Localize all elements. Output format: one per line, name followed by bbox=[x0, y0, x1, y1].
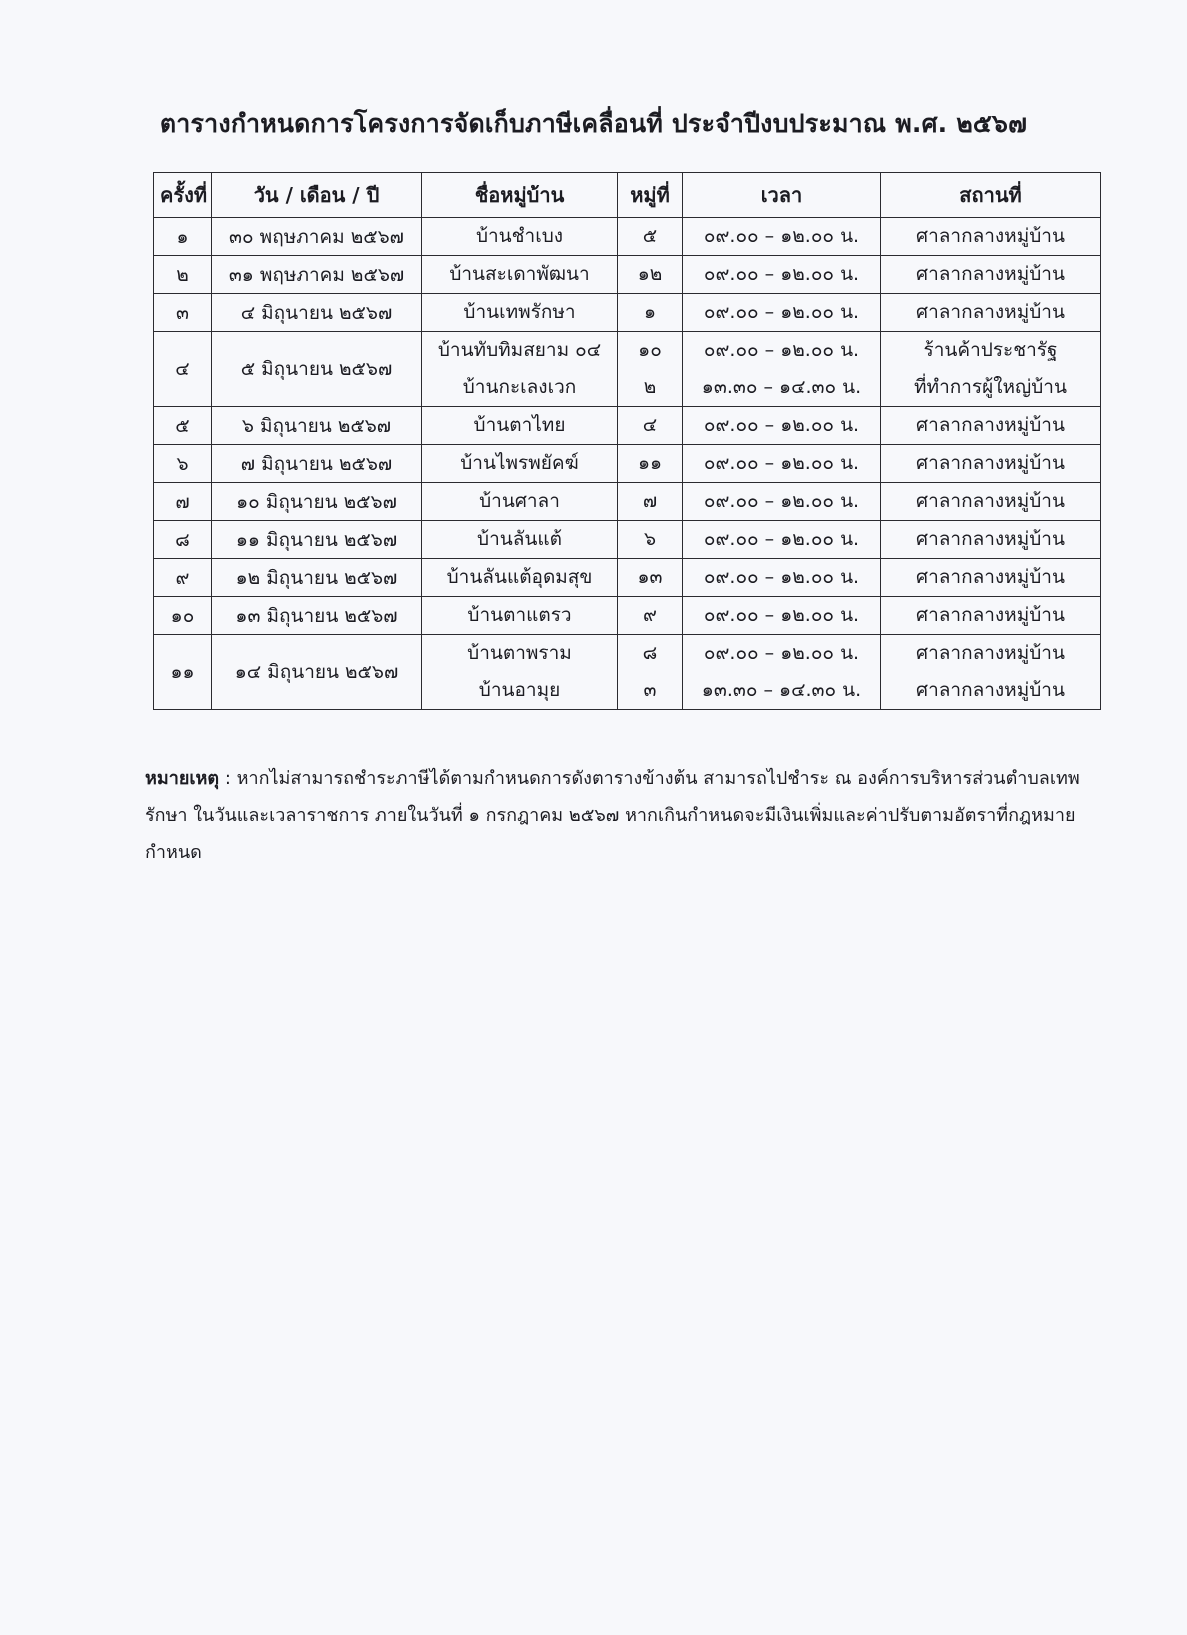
cell-place bbox=[881, 294, 1101, 332]
cell-round: ๒ bbox=[154, 256, 212, 294]
cell-moo-line: ๔ bbox=[642, 414, 658, 436]
cell-village bbox=[422, 218, 618, 256]
cell-round: ๘ bbox=[154, 521, 212, 559]
cell-date: ๔ มิถุนายน ๒๕๖๗ bbox=[212, 294, 422, 332]
note-text: : หากไม่สามารถชำระภาษีได้ตามกำหนดการดังตารางข้างต้น สามารถไปชำระ ณ องค์การบริหารส่วนตำบลเทพรักษา ในวันและเวลาราชการ ภายในวันที่ ๑ กรกฎาคม ๒๕๖๗ หากเกินกำหนดจะมีเงินเพิ่มและค่าปรับตามอัตราที่กฎหมายกำหนด bbox=[145, 768, 1080, 863]
cell-time-line: ๐๙.๐๐ – ๑๒.๐๐ น. bbox=[703, 339, 860, 361]
cell-village bbox=[422, 597, 618, 635]
cell-place-line: ศาลากลางหมู่บ้าน bbox=[916, 414, 1065, 436]
header-village: ชื่อหมู่บ้าน bbox=[422, 173, 618, 218]
cell-time-line: ๐๙.๐๐ – ๑๒.๐๐ น. bbox=[703, 263, 860, 285]
cell-place bbox=[881, 635, 1101, 710]
cell-moo bbox=[618, 483, 683, 521]
note-label: หมายเหตุ bbox=[145, 768, 220, 789]
cell-moo bbox=[618, 332, 683, 407]
header-place: สถานที่ bbox=[881, 173, 1101, 218]
cell-village-line: บ้านสะเดาพัฒนา bbox=[449, 263, 590, 285]
cell-time bbox=[683, 407, 881, 445]
cell-village-line: บ้านศาลา bbox=[479, 490, 560, 512]
cell-moo bbox=[618, 407, 683, 445]
cell-place-line: ศาลากลางหมู่บ้าน bbox=[916, 566, 1065, 588]
cell-moo-line: ๘ bbox=[642, 642, 658, 664]
cell-place-line: ร้านค้าประชารัฐ bbox=[923, 339, 1058, 361]
cell-moo bbox=[618, 635, 683, 710]
cell-moo bbox=[618, 597, 683, 635]
cell-moo bbox=[618, 294, 683, 332]
cell-moo-line: ๕ bbox=[642, 225, 658, 247]
cell-time-line: ๐๙.๐๐ – ๑๒.๐๐ น. bbox=[703, 528, 860, 550]
table-row bbox=[154, 218, 1101, 256]
cell-place-line: ศาลากลางหมู่บ้าน bbox=[916, 301, 1065, 323]
cell-village bbox=[422, 521, 618, 559]
cell-village-line: บ้านทับทิมสยาม ๐๔ bbox=[437, 339, 602, 361]
cell-place bbox=[881, 332, 1101, 407]
cell-village-line: บ้านอามุย bbox=[478, 679, 561, 701]
cell-place bbox=[881, 445, 1101, 483]
cell-moo-line: ๑๐ bbox=[638, 339, 662, 361]
schedule-body bbox=[154, 218, 1101, 710]
table-row bbox=[154, 407, 1101, 445]
cell-moo-line: ๑ bbox=[643, 301, 657, 323]
table-row bbox=[154, 294, 1101, 332]
cell-time bbox=[683, 294, 881, 332]
cell-village bbox=[422, 559, 618, 597]
cell-time bbox=[683, 483, 881, 521]
cell-time-line: ๐๙.๐๐ – ๑๒.๐๐ น. bbox=[703, 414, 860, 436]
cell-time bbox=[683, 635, 881, 710]
table-row bbox=[154, 445, 1101, 483]
cell-date: ๑๑ มิถุนายน ๒๕๖๗ bbox=[212, 521, 422, 559]
header-moo: หมู่ที่ bbox=[618, 173, 683, 218]
table-row bbox=[154, 256, 1101, 294]
cell-place bbox=[881, 483, 1101, 521]
cell-place-line: ศาลากลางหมู่บ้าน bbox=[916, 225, 1065, 247]
cell-place-line: ศาลากลางหมู่บ้าน bbox=[916, 642, 1065, 664]
cell-moo bbox=[618, 445, 683, 483]
cell-place bbox=[881, 521, 1101, 559]
cell-round: ๖ bbox=[154, 445, 212, 483]
cell-village-line: บ้านกะเลงเวก bbox=[462, 376, 577, 398]
cell-time-line: ๐๙.๐๐ – ๑๒.๐๐ น. bbox=[703, 604, 860, 626]
cell-round: ๔ bbox=[154, 332, 212, 407]
cell-village bbox=[422, 256, 618, 294]
cell-moo-line: ๙ bbox=[643, 604, 657, 626]
cell-round: ๓ bbox=[154, 294, 212, 332]
cell-village-line: บ้านลันแต้อุดมสุข bbox=[446, 566, 593, 588]
cell-time bbox=[683, 256, 881, 294]
cell-date: ๓๑ พฤษภาคม ๒๕๖๗ bbox=[212, 256, 422, 294]
cell-moo-line: ๗ bbox=[642, 490, 658, 512]
cell-village bbox=[422, 294, 618, 332]
cell-place-line: ศาลากลางหมู่บ้าน bbox=[916, 490, 1065, 512]
cell-village-line: บ้านตาแตรว bbox=[467, 604, 572, 626]
cell-round: ๗ bbox=[154, 483, 212, 521]
header-round: ครั้งที่ bbox=[154, 173, 212, 218]
cell-date: ๖ มิถุนายน ๒๕๖๗ bbox=[212, 407, 422, 445]
cell-time-line: ๐๙.๐๐ – ๑๒.๐๐ น. bbox=[703, 452, 860, 474]
cell-moo-line: ๑๓ bbox=[637, 566, 663, 588]
note-paragraph bbox=[145, 760, 1095, 871]
cell-village-line: บ้านไพรพยัคฆ์ bbox=[460, 452, 579, 474]
cell-moo-line: ๓ bbox=[643, 679, 657, 701]
cell-date: ๑๒ มิถุนายน ๒๕๖๗ bbox=[212, 559, 422, 597]
table-row bbox=[154, 597, 1101, 635]
cell-time bbox=[683, 332, 881, 407]
cell-place-line: ศาลากลางหมู่บ้าน bbox=[916, 263, 1065, 285]
cell-date: ๑๐ มิถุนายน ๒๕๖๗ bbox=[212, 483, 422, 521]
cell-round: ๙ bbox=[154, 559, 212, 597]
cell-moo bbox=[618, 559, 683, 597]
cell-time-line: ๐๙.๐๐ – ๑๒.๐๐ น. bbox=[703, 566, 860, 588]
cell-moo bbox=[618, 218, 683, 256]
cell-village bbox=[422, 407, 618, 445]
cell-round: ๕ bbox=[154, 407, 212, 445]
cell-time-line: ๑๓.๓๐ – ๑๔.๓๐ น. bbox=[701, 376, 862, 398]
cell-place bbox=[881, 407, 1101, 445]
cell-place bbox=[881, 597, 1101, 635]
cell-moo-line: ๑๒ bbox=[637, 263, 663, 285]
cell-date: ๑๓ มิถุนายน ๒๕๖๗ bbox=[212, 597, 422, 635]
cell-time-line: ๐๙.๐๐ – ๑๒.๐๐ น. bbox=[703, 225, 860, 247]
cell-village bbox=[422, 483, 618, 521]
cell-village-line: บ้านตาพราม bbox=[467, 642, 572, 664]
cell-round: ๑ bbox=[154, 218, 212, 256]
table-header-row bbox=[154, 173, 1101, 218]
cell-place-line: ศาลากลางหมู่บ้าน bbox=[916, 452, 1065, 474]
cell-time-line: ๑๓.๓๐ – ๑๔.๓๐ น. bbox=[701, 679, 862, 701]
cell-moo bbox=[618, 521, 683, 559]
cell-time bbox=[683, 559, 881, 597]
table-row bbox=[154, 483, 1101, 521]
document-title: ตารางกำหนดการโครงการจัดเก็บภาษีเคลื่อนที่ ประจำปีงบประมาณ พ.ศ. ๒๕๖๗ bbox=[159, 109, 1028, 138]
table-row bbox=[154, 521, 1101, 559]
table-row bbox=[154, 635, 1101, 710]
cell-round: ๑๑ bbox=[154, 635, 212, 710]
table-row bbox=[154, 559, 1101, 597]
cell-time-line: ๐๙.๐๐ – ๑๒.๐๐ น. bbox=[703, 642, 860, 664]
cell-date: ๑๔ มิถุนายน ๒๕๖๗ bbox=[212, 635, 422, 710]
cell-village bbox=[422, 635, 618, 710]
cell-village-line: บ้านลันแต้ bbox=[477, 528, 562, 550]
cell-place-line: ศาลากลางหมู่บ้าน bbox=[916, 679, 1065, 701]
cell-village-line: บ้านชำเบง bbox=[475, 225, 564, 247]
header-date: วัน / เดือน / ปี bbox=[212, 173, 422, 218]
cell-time bbox=[683, 521, 881, 559]
cell-time bbox=[683, 445, 881, 483]
cell-date: ๓๐ พฤษภาคม ๒๕๖๗ bbox=[212, 218, 422, 256]
cell-moo-line: ๑๑ bbox=[637, 452, 663, 474]
cell-place-line: ศาลากลางหมู่บ้าน bbox=[916, 604, 1065, 626]
cell-time-line: ๐๙.๐๐ – ๑๒.๐๐ น. bbox=[703, 301, 860, 323]
table-row bbox=[154, 332, 1101, 407]
schedule-table bbox=[153, 172, 1101, 710]
cell-date: ๕ มิถุนายน ๒๕๖๗ bbox=[212, 332, 422, 407]
cell-moo-line: ๒ bbox=[643, 376, 657, 398]
cell-village bbox=[422, 445, 618, 483]
cell-date: ๗ มิถุนายน ๒๕๖๗ bbox=[212, 445, 422, 483]
cell-moo bbox=[618, 256, 683, 294]
cell-place bbox=[881, 559, 1101, 597]
cell-place bbox=[881, 218, 1101, 256]
cell-place-line: ที่ทำการผู้ใหญ่บ้าน bbox=[914, 376, 1067, 398]
cell-round: ๑๐ bbox=[154, 597, 212, 635]
header-time: เวลา bbox=[683, 173, 881, 218]
cell-place bbox=[881, 256, 1101, 294]
cell-village bbox=[422, 332, 618, 407]
cell-time bbox=[683, 597, 881, 635]
cell-time bbox=[683, 218, 881, 256]
cell-village-line: บ้านเทพรักษา bbox=[463, 301, 576, 323]
cell-place-line: ศาลากลางหมู่บ้าน bbox=[916, 528, 1065, 550]
cell-moo-line: ๖ bbox=[643, 528, 657, 550]
cell-time-line: ๐๙.๐๐ – ๑๒.๐๐ น. bbox=[703, 490, 860, 512]
cell-village-line: บ้านตาไทย bbox=[473, 414, 566, 436]
